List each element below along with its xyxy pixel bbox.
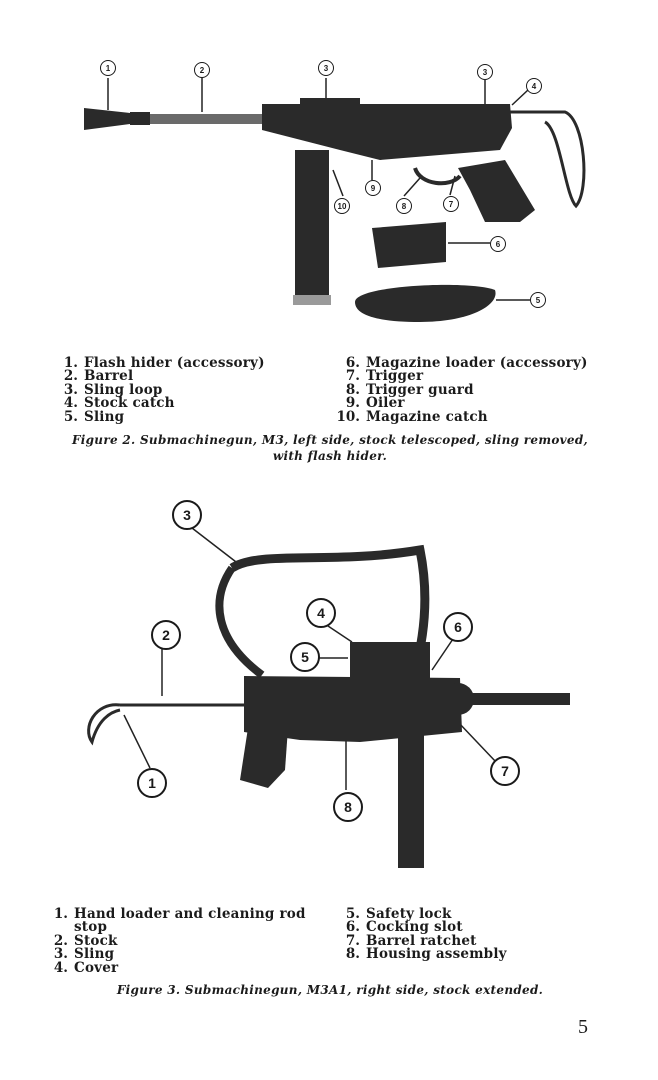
- callout-3: 3: [318, 60, 334, 76]
- legend-item: 5. Sling: [63, 408, 125, 425]
- figure-3-photo: [0, 470, 658, 890]
- legend-item: 5. Safety lock: [345, 906, 452, 922]
- legend-item: 6. Cocking slot: [345, 919, 463, 936]
- legend-item: 9. Oiler: [345, 395, 405, 412]
- legend-item: stop: [74, 919, 108, 936]
- legend-item: 8. Trigger guard: [345, 381, 474, 398]
- legend-item: 6. Magazine loader (accessory): [345, 355, 588, 371]
- figure-3: [0, 470, 658, 1010]
- figure-2-photo: [0, 0, 658, 330]
- callout-4: 4: [306, 598, 336, 628]
- callout-2: 2: [194, 62, 210, 78]
- callout-8: 8: [333, 792, 363, 822]
- legend-item: 8. Housing assembly: [345, 946, 507, 963]
- legend-item: 1. Hand loader and cleaning rod: [53, 906, 306, 922]
- legend-item: 4. Stock catch: [63, 395, 175, 412]
- figure-2: [0, 0, 658, 470]
- legend-item: 1. Flash hider (accessory): [63, 355, 265, 371]
- legend-item: 3. Sling loop: [63, 381, 163, 398]
- page-number: 5: [578, 1016, 588, 1038]
- callout-4: 4: [526, 78, 542, 94]
- figure-3-legend-right: [332, 908, 507, 962]
- figure-2-legend-left: [50, 357, 265, 424]
- callout-3b: 3: [477, 64, 493, 80]
- figure-3-caption: Figure 3. Submachinegun, M3A1, right side, stock extended.: [116, 983, 544, 997]
- callout-2: 2: [151, 620, 181, 650]
- legend-item: 4. Cover: [53, 959, 119, 976]
- callout-5: 5: [290, 642, 320, 672]
- legend-item: 2. Stock: [53, 932, 118, 949]
- legend-item: 2. Barrel: [63, 368, 134, 385]
- callout-1: 1: [100, 60, 116, 76]
- callout-1: 1: [137, 768, 167, 798]
- figure-2-legend-right: [332, 357, 588, 424]
- legend-item: 7. Barrel ratchet: [345, 932, 477, 949]
- callout-7: 7: [490, 756, 520, 786]
- callout-6: 6: [443, 612, 473, 642]
- figure-3-legend-left: [40, 908, 306, 975]
- callout-9: 9: [365, 180, 381, 196]
- legend-item: 7. Trigger: [345, 368, 424, 385]
- callout-10: 10: [334, 198, 350, 214]
- callout-5: 5: [530, 292, 546, 308]
- callout-7: 7: [443, 196, 459, 212]
- legend-item: 3. Sling: [53, 946, 115, 963]
- callout-8: 8: [396, 198, 412, 214]
- figure-2-caption: Figure 2. Submachinegun, M3, left side, stock telescoped, sling removed, with flash hider.: [71, 433, 589, 463]
- callout-6: 6: [490, 236, 506, 252]
- callout-3: 3: [172, 500, 202, 530]
- legend-item: 10. Magazine catch: [336, 408, 488, 425]
